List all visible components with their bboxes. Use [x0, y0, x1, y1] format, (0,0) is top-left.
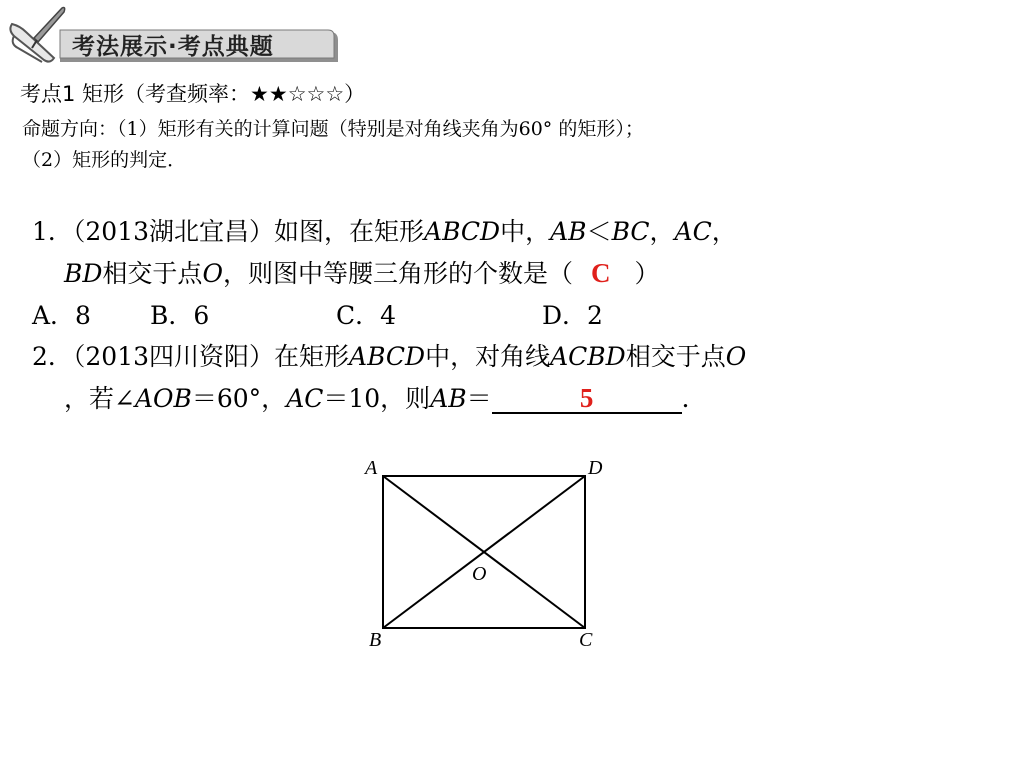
question-1-options — [32, 296, 603, 332]
q2-eq: ＝ — [466, 384, 492, 413]
question-2-line-2 — [64, 379, 707, 415]
q2-ac: AC — [286, 384, 324, 413]
q2-o: O — [725, 342, 747, 371]
q2-eq10: ＝10，则 — [323, 384, 431, 413]
q2-answer: 5 — [579, 383, 594, 413]
kaodian-heading: 考点1 矩形（考查频率：★★☆☆☆） — [20, 82, 366, 106]
direction-item-1: （1）矩形有关的计算问题（特别是对角线夹角为60° 的矩形）； — [117, 118, 644, 140]
q1-answer: C — [590, 258, 611, 288]
question-1-line-2 — [64, 254, 659, 290]
question-2-line-1 — [32, 337, 746, 373]
question-1-line-1 — [32, 212, 737, 248]
q1-comma-2: ， — [711, 217, 737, 246]
q2-l2-pre: ，若∠ — [64, 384, 135, 413]
q2-answer-blank — [492, 385, 682, 414]
q1-lt: ＜ — [586, 217, 612, 246]
q2-acbd: ACBD — [550, 342, 626, 371]
direction-label: 命题方向： — [22, 118, 118, 140]
q2-mid: 中，对角线 — [425, 342, 551, 371]
scroll-quill-icon — [4, 2, 70, 66]
rectangle-diagram — [355, 452, 625, 652]
q1-ab: AB — [550, 217, 587, 246]
banner-title: 考法展示·考点典题 — [72, 34, 274, 60]
option-c: C．4 — [336, 301, 397, 330]
q1-tail: ，则图中等腰三角形的个数是（ — [222, 259, 573, 288]
q2-intersect: 相交于点 — [625, 342, 726, 371]
label-d: D — [588, 457, 603, 479]
q2-prefix: 2．（2013四川资阳）在矩形 — [32, 342, 350, 371]
proposition-direction — [22, 114, 1012, 176]
q2-rect: ABCD — [349, 342, 426, 371]
direction-line-1 — [22, 114, 1012, 145]
q1-mid: 中， — [500, 217, 551, 246]
q1-o: O — [202, 259, 223, 288]
label-o: O — [472, 563, 487, 585]
q1-comma-1: ， — [649, 217, 675, 246]
rectangle-figure — [355, 452, 625, 656]
label-a: A — [365, 457, 378, 479]
option-a: A．8 — [32, 301, 91, 330]
q1-bc: BC — [611, 217, 650, 246]
q1-ac: AC — [674, 217, 712, 246]
option-d: D．2 — [542, 301, 603, 330]
q2-aob: AOB — [134, 384, 192, 413]
q1-prefix: 1．（2013湖北宜昌）如图，在矩形 — [32, 217, 425, 246]
option-b: B．6 — [150, 301, 210, 330]
q1-bd: BD — [64, 259, 103, 288]
label-b: B — [369, 629, 382, 651]
q2-end: ． — [681, 384, 707, 413]
q1-intersect: 相交于点 — [102, 259, 203, 288]
q1-rect: ABCD — [424, 217, 501, 246]
q2-eq60: ＝60°， — [191, 384, 287, 413]
direction-line-2: （2）矩形的判定． — [22, 149, 187, 171]
q1-close: ） — [634, 259, 660, 288]
label-c: C — [579, 629, 593, 651]
section-banner — [0, 0, 360, 70]
q2-ab: AB — [430, 384, 467, 413]
